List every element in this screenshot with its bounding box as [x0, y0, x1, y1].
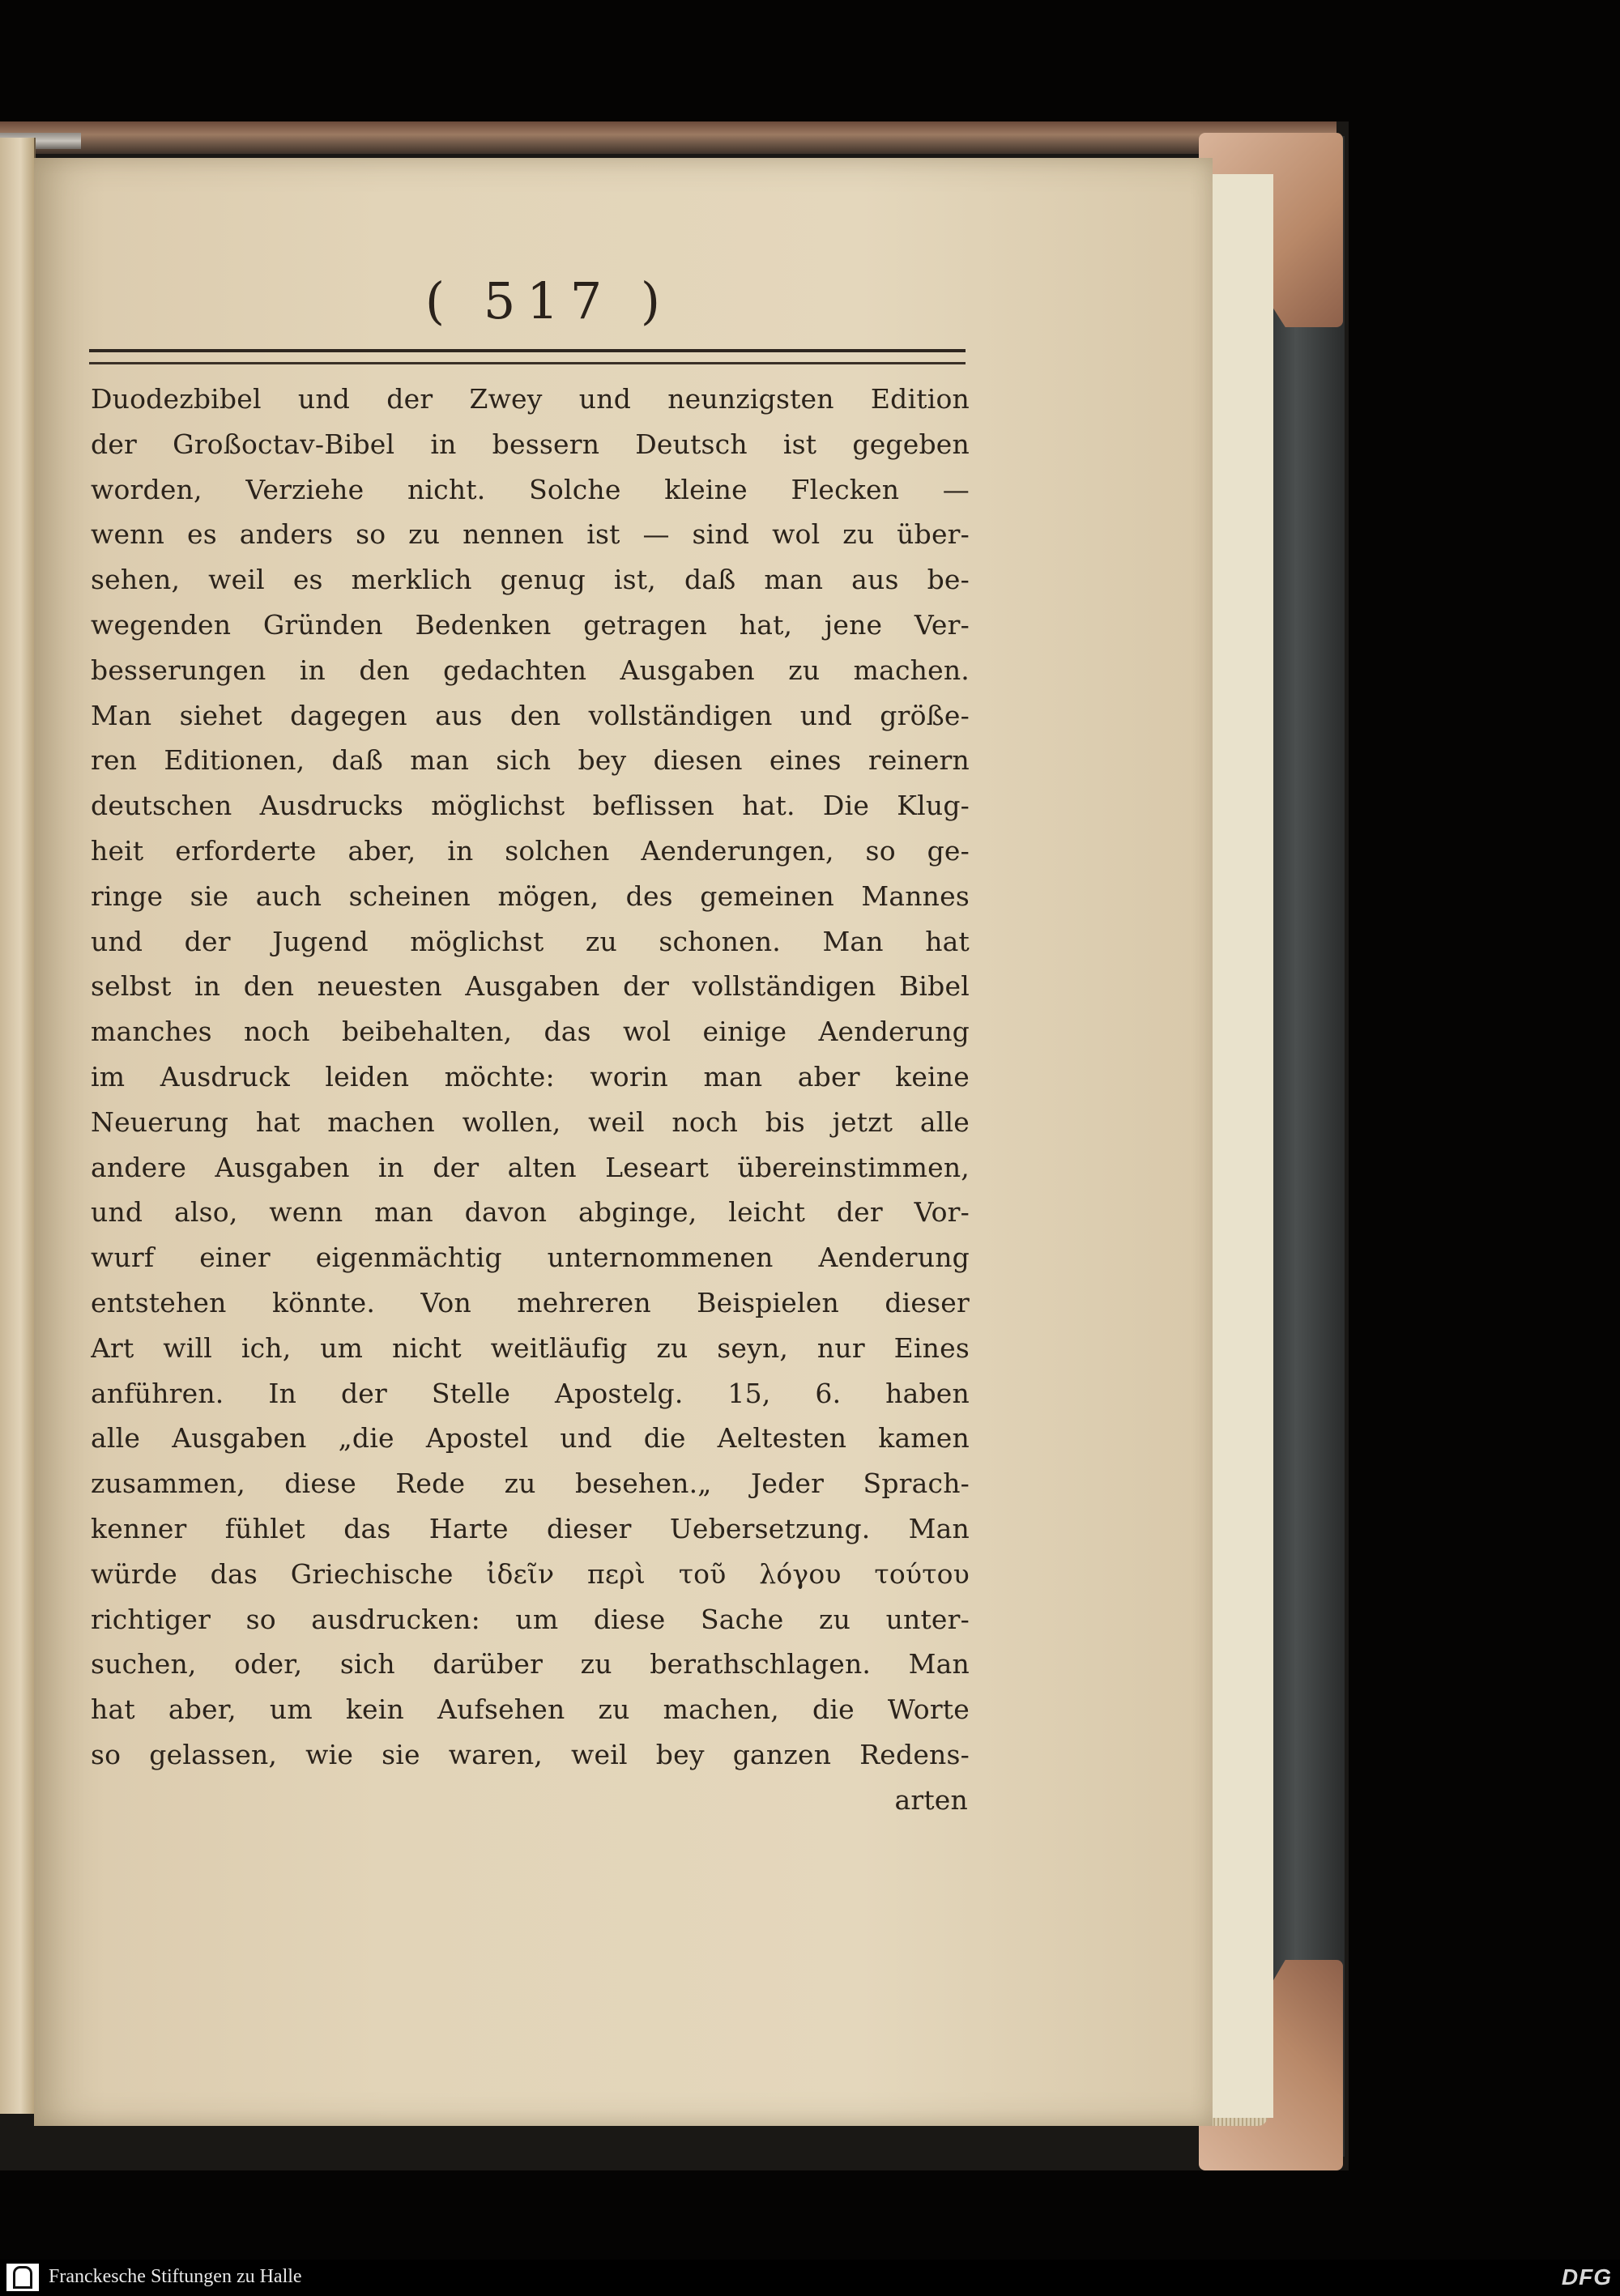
page-text	[91, 377, 970, 1823]
flyleaf	[1207, 174, 1273, 2118]
text-line: wenn es anders so zu nennen ist — sind wol zu über-	[91, 518, 970, 551]
text-line: im Ausdruck leiden möchte: worin man aber keine	[91, 1060, 970, 1093]
text-line: so gelassen, wie sie waren, weil bey ganzen Redens-	[91, 1738, 970, 1770]
text-line: deutschen Ausdrucks möglichst beflissen hat. Die Klug-	[91, 790, 970, 822]
text-line: besserungen in den gedachten Ausgaben zu machen.	[91, 654, 970, 686]
text-line: wegenden Gründen Bedenken getragen hat, jene Ver-	[91, 608, 970, 641]
text-line: ren Editionen, daß man sich bey diesen eines reinern	[91, 744, 970, 777]
book-top-edge	[0, 121, 1336, 154]
text-line: hat aber, um kein Aufsehen zu machen, die Worte	[91, 1693, 970, 1726]
text-line: kenner fühlet das Harte dieser Uebersetzung. Man	[91, 1512, 970, 1544]
text-line: ringe sie auch scheinen mögen, des gemeinen Mannes	[91, 880, 970, 912]
text-line: heit erforderte aber, in solchen Aenderungen, so ge-	[91, 834, 970, 867]
text-line: Neuerung hat machen wollen, weil noch bis jetzt alle	[91, 1105, 970, 1138]
text-line: Art will ich, um nicht weitläufig zu seyn, nur Eines	[91, 1331, 970, 1364]
text-line: Duodezbibel und der Zwey und neunzigsten Edition	[91, 383, 970, 415]
facing-page-edge	[0, 138, 36, 2114]
text-line: richtiger so ausdrucken: um diese Sache zu unter-	[91, 1603, 970, 1635]
text-line: worden, Verziehe nicht. Solche kleine Flecken —	[91, 473, 970, 505]
francke-foundation-logo-icon	[6, 2264, 39, 2291]
text-line: und also, wenn man davon abginge, leicht der Vor-	[91, 1196, 970, 1229]
text-line: alle Ausgaben „die Apostel und die Aeltesten kamen	[91, 1422, 970, 1455]
institution-name: Franckesche Stiftungen zu Halle	[49, 2266, 302, 2287]
text-line: und der Jugend möglichst zu schonen. Man hat	[91, 925, 970, 957]
dfg-logo: DFG	[1561, 2264, 1612, 2290]
page-number: ( 517 )	[424, 271, 672, 330]
text-line: manches noch beibehalten, das wol einige Aenderung	[91, 1016, 970, 1048]
text-line: Man siehet dagegen aus den vollständigen und größe-	[91, 699, 970, 731]
text-line: andere Ausgaben in der alten Leseart übereinstimmen,	[91, 1151, 970, 1183]
text-line: würde das Griechische ἰδεῖν περὶ τοῦ λόγου τούτου	[91, 1557, 970, 1590]
header-rule	[89, 349, 966, 364]
text-line: selbst in den neuesten Ausgaben der vollständigen Bibel	[91, 970, 970, 1003]
text-line: der Großoctav-Bibel in bessern Deutsch ist gegeben	[91, 428, 970, 460]
text-line: zusammen, diese Rede zu besehen.„ Jeder Sprach-	[91, 1467, 970, 1500]
text-line: anführen. In der Stelle Apostelg. 15, 6. haben	[91, 1377, 970, 1409]
catchword: arten	[894, 1783, 968, 1816]
book-cover-board	[1264, 136, 1345, 2157]
text-line: sehen, weil es merklich genug ist, daß man aus be-	[91, 564, 970, 596]
text-line: wurf einer eigenmächtig unternommenen Aenderung	[91, 1242, 970, 1274]
text-line: suchen, oder, sich darüber zu berathschlagen. Man	[91, 1648, 970, 1680]
footer-bar	[0, 2260, 1620, 2296]
text-line: entstehen könnte. Von mehreren Beispielen dieser	[91, 1286, 970, 1318]
book-page	[34, 158, 1213, 2126]
